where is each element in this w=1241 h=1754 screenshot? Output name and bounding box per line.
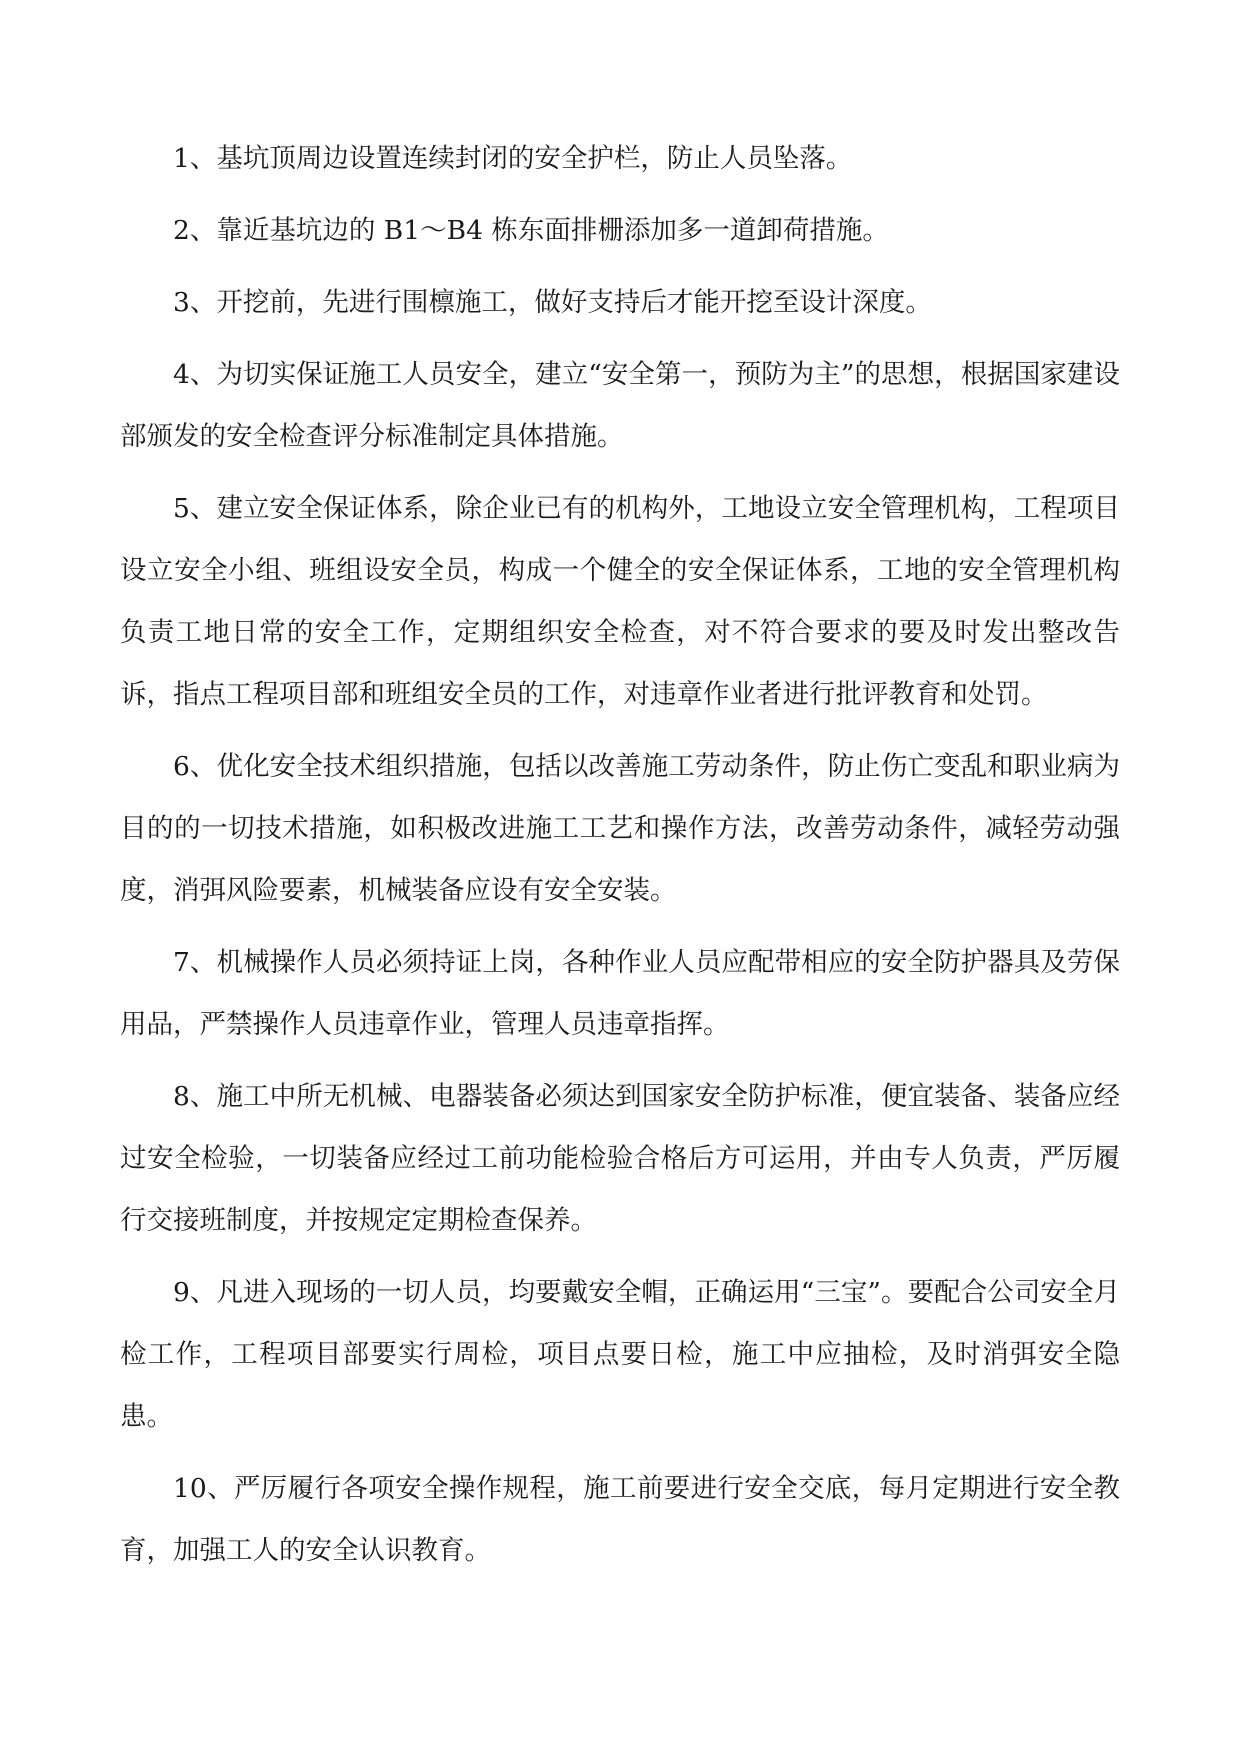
document-body xyxy=(120,128,1120,1592)
list-item-4: 4、为切实保证施工人员安全，建立“安全第一，预防为主”的思想，根据国家建设部颁发的安全检查评分标准制定具体措施。 xyxy=(120,359,1120,452)
list-item-2: 2、靠近基坑边的 B1～B4 栋东面排栅添加多一道卸荷措施。 xyxy=(173,215,889,246)
list-item-8: 8、施工中所无机械、电器装备必须达到国家安全防护标准，便宜装备、装备应经过安全检验，一切装备应经过工前功能检验合格后方可运用，并由专人负责，严厉履行交接班制度，并按规定定期检查保养。 xyxy=(120,1081,1120,1236)
list-item-1: 1、基坑顶周边设置连续封闭的安全护栏，防止人员坠落。 xyxy=(173,143,853,174)
list-item-9: 9、凡进入现场的一切人员，均要戴安全帽，正确运用“三宝”。要配合公司安全月检工作，工程项目部要实行周检，项目点要日检，施工中应抽检，及时消弭安全隐患。 xyxy=(120,1277,1120,1432)
list-item-3: 3、开挖前，先进行围檩施工，做好支持后才能开挖至设计深度。 xyxy=(173,287,932,318)
list-item-10: 10、严厉履行各项安全操作规程，施工前要进行安全交底，每月定期进行安全教育，加强工人的安全认识教育。 xyxy=(120,1473,1120,1566)
list-item-6: 6、优化安全技术组织措施，包括以改善施工劳动条件，防止伤亡变乱和职业病为目的的一切技术措施，如积极改进施工工艺和操作方法，改善劳动条件，减轻劳动强度，消弭风险要素，机械装备应设有安全安装。 xyxy=(120,751,1120,906)
list-item-7: 7、机械操作人员必须持证上岗，各种作业人员应配带相应的安全防护器具及劳保用品，严禁操作人员违章作业，管理人员违章指挥。 xyxy=(120,947,1120,1040)
list-item-5: 5、建立安全保证体系，除企业已有的机构外，工地设立安全管理机构，工程项目设立安全小组、班组设安全员，构成一个健全的安全保证体系，工地的安全管理机构负责工地日常的安全工作，定期组织安全检查，对不符合要求的要及时发出整改告诉，指点工程项目部和班组安全员的工作，对违章作业者进行批评教育和处罚。 xyxy=(120,493,1120,710)
